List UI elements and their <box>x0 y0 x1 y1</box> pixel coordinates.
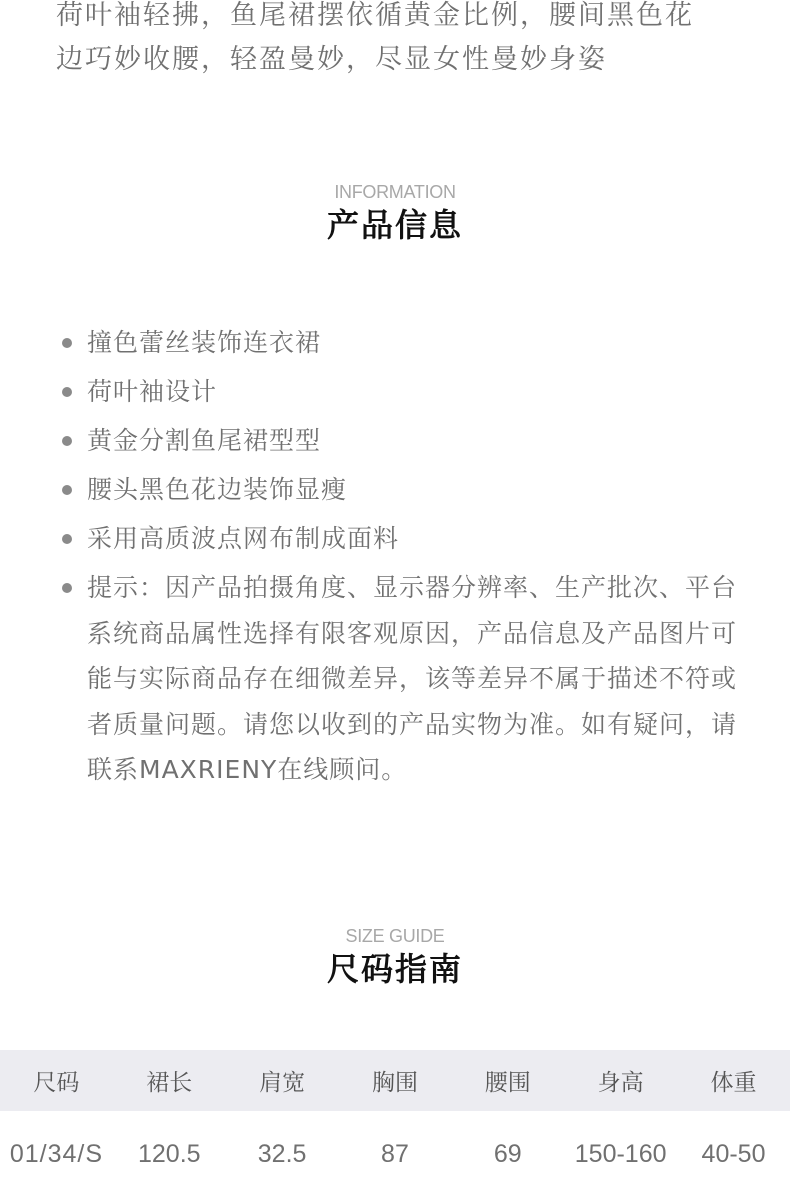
list-item <box>58 418 738 464</box>
list-item <box>58 467 738 513</box>
product-info-list <box>58 320 738 796</box>
list-item-text: 荷叶袖设计 <box>87 377 218 406</box>
table-row <box>0 1111 790 1197</box>
column-header: 肩宽 <box>226 1050 339 1111</box>
column-header: 体重 <box>677 1050 790 1111</box>
list-item <box>58 369 738 415</box>
table-cell: 40-50 <box>701 1139 766 1168</box>
section-title-en: INFORMATION <box>334 182 456 202</box>
list-item <box>58 516 738 562</box>
list-item-text: 黄金分割鱼尾裙型型 <box>87 426 322 455</box>
column-header: 裙长 <box>113 1050 226 1111</box>
bullet-icon <box>62 583 72 593</box>
bullet-icon <box>62 485 72 495</box>
bullet-icon <box>62 387 72 397</box>
section-title-zh: 尺码指南 <box>326 950 463 988</box>
table-header-row <box>0 1050 790 1111</box>
information-header <box>0 181 790 245</box>
intro-line: 荷叶袖轻拂，鱼尾裙摆依循黄金比例，腰间黑色花 <box>56 0 694 31</box>
disclaimer-text: 提示：因产品拍摄角度、显示器分辨率、生产批次、平台系统商品属性选择有限客观原因，产品信息及产品图片可能与实际商品存在细微差异，该等差异不属于描述不符或者质量问题。请您以收到的产品实物为准。如有疑问，请联系MAXRIENY在线顾问。 <box>87 573 738 784</box>
table-cell: 87 <box>381 1139 409 1168</box>
intro-line: 边巧妙收腰，轻盈曼妙，尽显女性曼妙身姿 <box>56 44 607 75</box>
section-title-zh: 产品信息 <box>326 206 463 244</box>
column-header: 尺码 <box>0 1050 113 1111</box>
table-cell: 01/34/S <box>9 1139 104 1168</box>
size-guide-header <box>0 925 790 989</box>
table-cell: 150-160 <box>574 1139 667 1168</box>
list-item-text: 撞色蕾丝装饰连衣裙 <box>87 328 322 357</box>
intro-text <box>56 0 746 82</box>
disclaimer-item <box>58 565 738 793</box>
size-table <box>0 1050 790 1197</box>
list-item-text: 腰头黑色花边装饰显瘦 <box>87 475 348 504</box>
table-cell: 69 <box>493 1139 522 1168</box>
bullet-icon <box>62 534 72 544</box>
column-header: 身高 <box>564 1050 677 1111</box>
column-header: 胸围 <box>339 1050 452 1111</box>
table-cell: 120.5 <box>137 1139 201 1168</box>
section-title-en: SIZE GUIDE <box>345 926 445 946</box>
table-cell: 32.5 <box>257 1139 307 1168</box>
list-item <box>58 320 738 366</box>
list-item-text: 采用高质波点网布制成面料 <box>87 524 400 553</box>
bullet-icon <box>62 436 72 446</box>
bullet-icon <box>62 338 72 348</box>
column-header: 腰围 <box>451 1050 564 1111</box>
